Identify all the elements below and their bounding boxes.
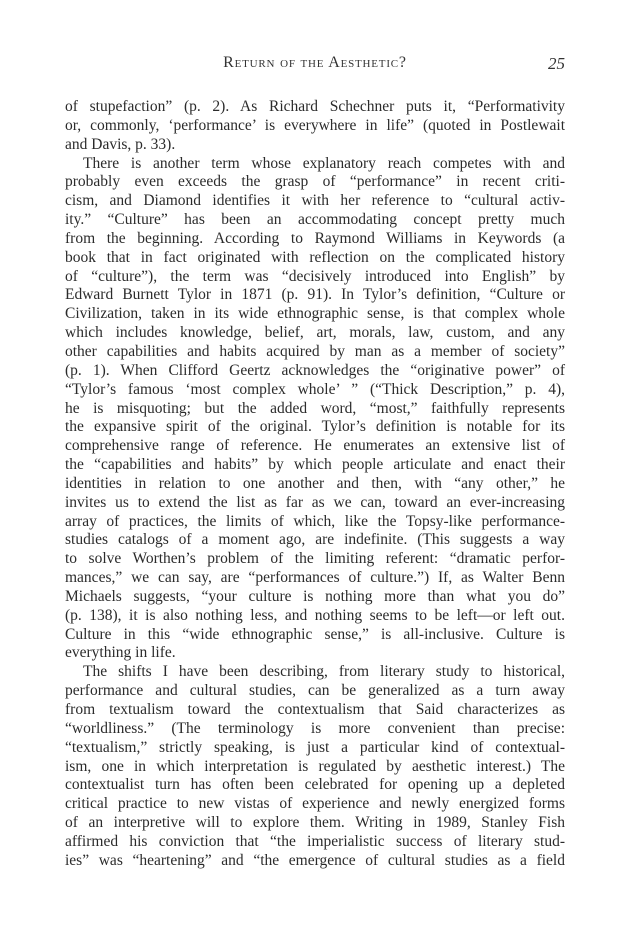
text-line: cism, and Diamond identifies it with her reference to “cultural activ- [65,192,565,210]
text-line: Michaels suggests, “your culture is nothing more than what you do” [65,587,565,605]
text-line: the “capabilities and habits” by which people articulate and enact their [65,456,565,474]
text-line: everything in life. [65,644,176,662]
text-line: Culture in this “wide ethnographic sense,” is all-inclusive. Culture is [65,625,565,643]
text-line: identities in relation to one another and then, with “any other,” he [65,474,565,492]
text-line: contextualist turn has often been celebrated for opening up a depleted [65,776,565,794]
text-line: to solve Worthen’s problem of the limiting referent: “dramatic perfor- [65,550,565,568]
text-line: book that in fact originated with reflection on the complicated history [65,248,565,266]
text-line: invites us to extend the list as far as we can, toward an ever-increasing [65,493,565,511]
text-line: array of practices, the limits of which, like the Topsy-like performance- [65,512,565,530]
text-line: of an interpretive will to explore them. Writing in 1989, Stanley Fish [65,814,565,832]
text-line: Edward Burnett Tylor in 1871 (p. 91). In Tylor’s definition, “Culture or [65,286,565,304]
text-line: ism, one in which interpretation is regulated by aesthetic interest.) The [65,757,565,775]
text-line: Civilization, taken in its wide ethnographic sense, is that complex whole [65,305,565,323]
paragraph [65,663,565,870]
paragraph [65,98,565,155]
text-line: “worldliness.” (The terminology is more convenient than precise: [65,719,565,737]
text-line: of “culture”), the term was “decisively introduced into English” by [65,267,565,285]
text-line: “Tylor’s famous ‘most complex whole’ ” (“Thick Description,” p. 4), [65,380,565,398]
text-line: There is another term whose explanatory reach competes with and [83,154,565,172]
text-line: from the beginning. According to Raymond Williams in Keywords (a [65,229,565,247]
text-line: The shifts I have been describing, from literary study to historical, [83,663,565,681]
paragraph [65,155,565,664]
text-line: studies catalogs of a moment ago, are indefinite. (This suggests a way [65,531,565,549]
text-line: performance and cultural studies, can be generalized as a turn away [65,682,565,700]
text-line: “textualism,” strictly speaking, is just a particular kind of contextual- [65,738,565,756]
running-head [65,54,565,78]
text-line: from textualism toward the contextualism that Said characterizes as [65,701,565,718]
body-text [65,98,565,871]
text-line: (p. 138), it is also nothing less, and nothing seems to be left—or left out. [65,606,565,624]
text-line: critical practice to new vistas of experience and newly energized forms [65,795,565,813]
running-title: Return of the Aesthetic? [223,54,407,71]
text-line: ity.” “Culture” has been an accommodating concept pretty much [65,211,565,229]
page-number: 25 [548,54,565,73]
text-line: affirmed his conviction that “the imperialistic success of literary stud- [65,832,565,850]
text-line: or, commonly, ‘performance’ is everywhere in life” (quoted in Postlewait [65,116,565,134]
text-line: which includes knowledge, belief, art, morals, law, custom, and any [65,324,565,342]
text-line: and Davis, p. 33). [65,135,176,153]
text-line: probably even exceeds the grasp of “performance” in recent criti- [65,173,565,191]
text-line: of stupefaction” (p. 2). As Richard Schechner puts it, “Performativity [65,98,565,115]
text-line: he is misquoting; but the added word, “most,” faithfully represents [65,399,565,417]
text-line: ies” was “heartening” and “the emergence of cultural studies as a field [65,851,565,869]
text-line: comprehensive range of reference. He enumerates an extensive list of [65,437,565,455]
text-line: the expansive spirit of the original. Tylor’s definition is notable for its [65,418,565,436]
text-line: (p. 1). When Clifford Geertz acknowledges the “originative power” of [65,361,565,379]
text-line: mances,” we can say, are “performances of culture.”) If, as Walter Benn [65,569,565,587]
text-line: other capabilities and habits acquired by man as a member of society” [65,342,565,360]
